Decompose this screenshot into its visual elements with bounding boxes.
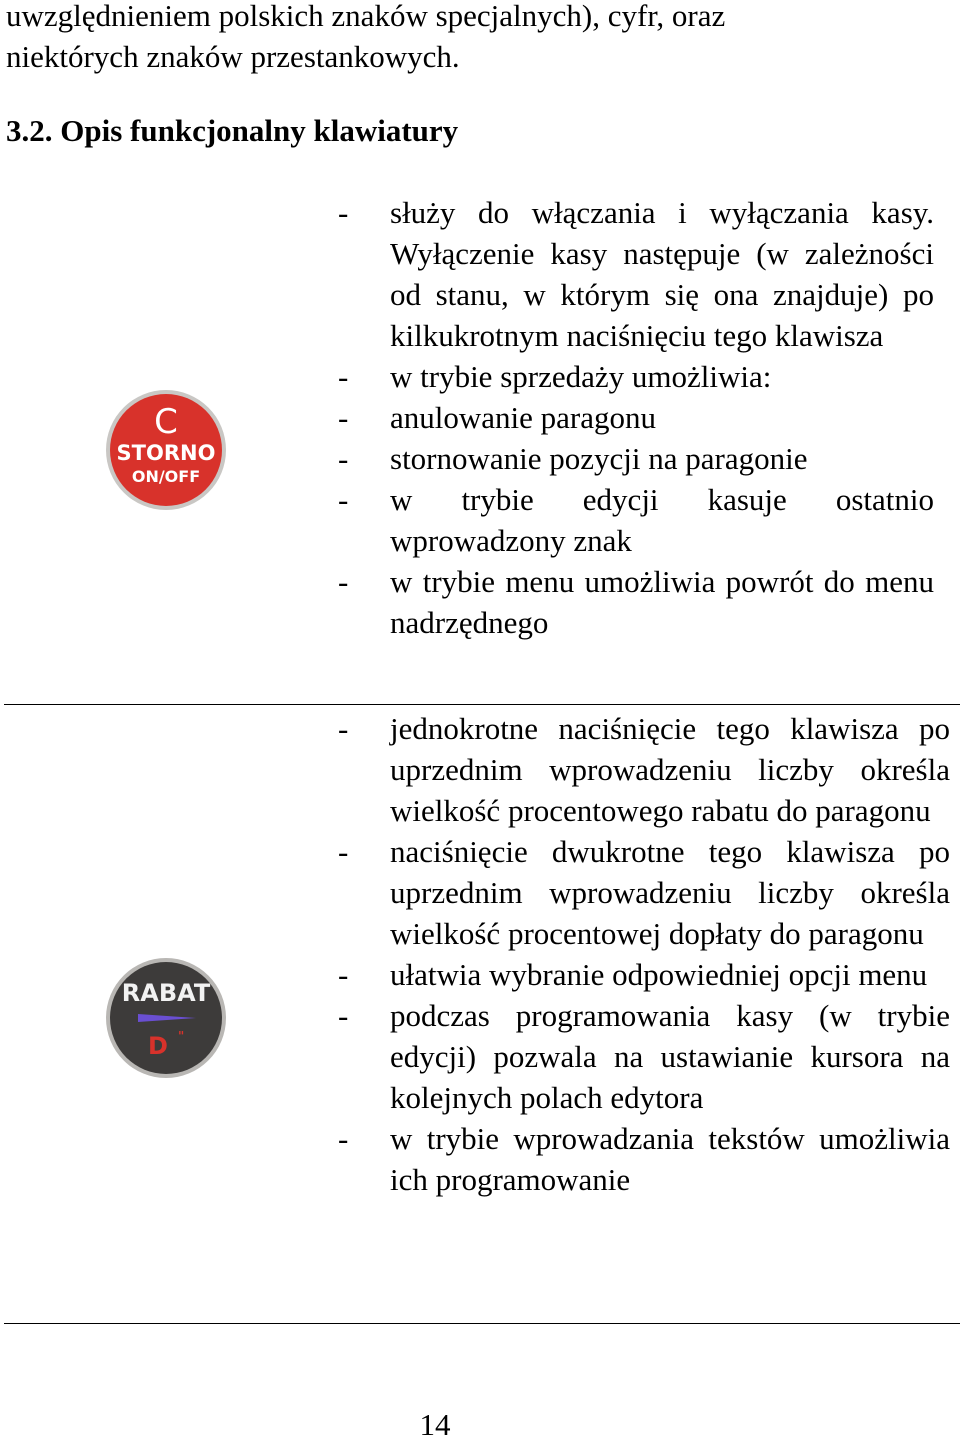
list-item: - anulowanie paragonu <box>336 397 934 438</box>
rabat-key-label: RABAT <box>121 979 211 1007</box>
list-item: - podczas programowania kasy (w trybie edycji) pozwala na ustawianie kursora na kolejnych polach edytora <box>336 995 950 1118</box>
list-item: - w trybie sprzedaży umożliwia: <box>336 356 934 397</box>
list-item: - stornowanie pozycji na paragonie <box>336 438 934 479</box>
list-item: - naciśnięcie dwukrotne tego klawisza po uprzednim wprowadzeniu liczby określa wielkość procentowej dopłaty do paragonu <box>336 831 950 954</box>
list-item: - służy do włączania i wyłączania kasy. Wyłączenie kasy następuje (w zależności od stanu, w którym się ona znajduje) po kilkukrotnym naciśnięciu tego klawisza <box>336 192 934 356</box>
storno-key-label-storno: STORNO <box>116 441 216 465</box>
list-item: - ułatwia wybranie odpowiedniej opcji menu <box>336 954 950 995</box>
rabat-key-graphic <box>104 956 228 1080</box>
section-heading: 3.2. Opis funkcjonalny klawiatury <box>6 113 459 148</box>
storno-key-description <box>336 192 934 643</box>
key-row-rabat <box>0 706 960 1322</box>
table-divider <box>4 704 960 705</box>
intro-line: niektórych znaków przestankowych. <box>6 39 460 74</box>
intro-paragraph <box>6 0 946 77</box>
storno-key-label-c: C <box>154 402 178 442</box>
storno-key-graphic <box>104 388 228 512</box>
svg-text:": " <box>178 1029 185 1043</box>
list-item: - jednokrotne naciśnięcie tego klawisza po uprzednim wprowadzeniu liczby określa wielkość procentowego rabatu do paragonu <box>336 708 950 831</box>
storno-key-label-onoff: ON/OFF <box>131 467 201 486</box>
rabat-key-description <box>336 708 950 1200</box>
intro-line: uwzględnieniem polskich znaków specjalnych), cyfr, oraz <box>6 0 726 33</box>
page-number: 14 <box>419 1407 451 1442</box>
list-item: - w trybie wprowadzania tekstów umożliwia ich programowanie <box>336 1118 950 1200</box>
key-row-storno <box>0 192 960 704</box>
list-item: - w trybie edycji kasuje ostatnio wprowadzony znak <box>336 479 934 561</box>
rabat-key-icon <box>104 956 228 1080</box>
list-item: - w trybie menu umożliwia powrót do menu nadrzędnego <box>336 561 934 643</box>
rabat-key-label-d: D <box>148 1032 168 1060</box>
storno-on-off-key-icon <box>104 388 228 512</box>
table-divider <box>4 1323 960 1324</box>
